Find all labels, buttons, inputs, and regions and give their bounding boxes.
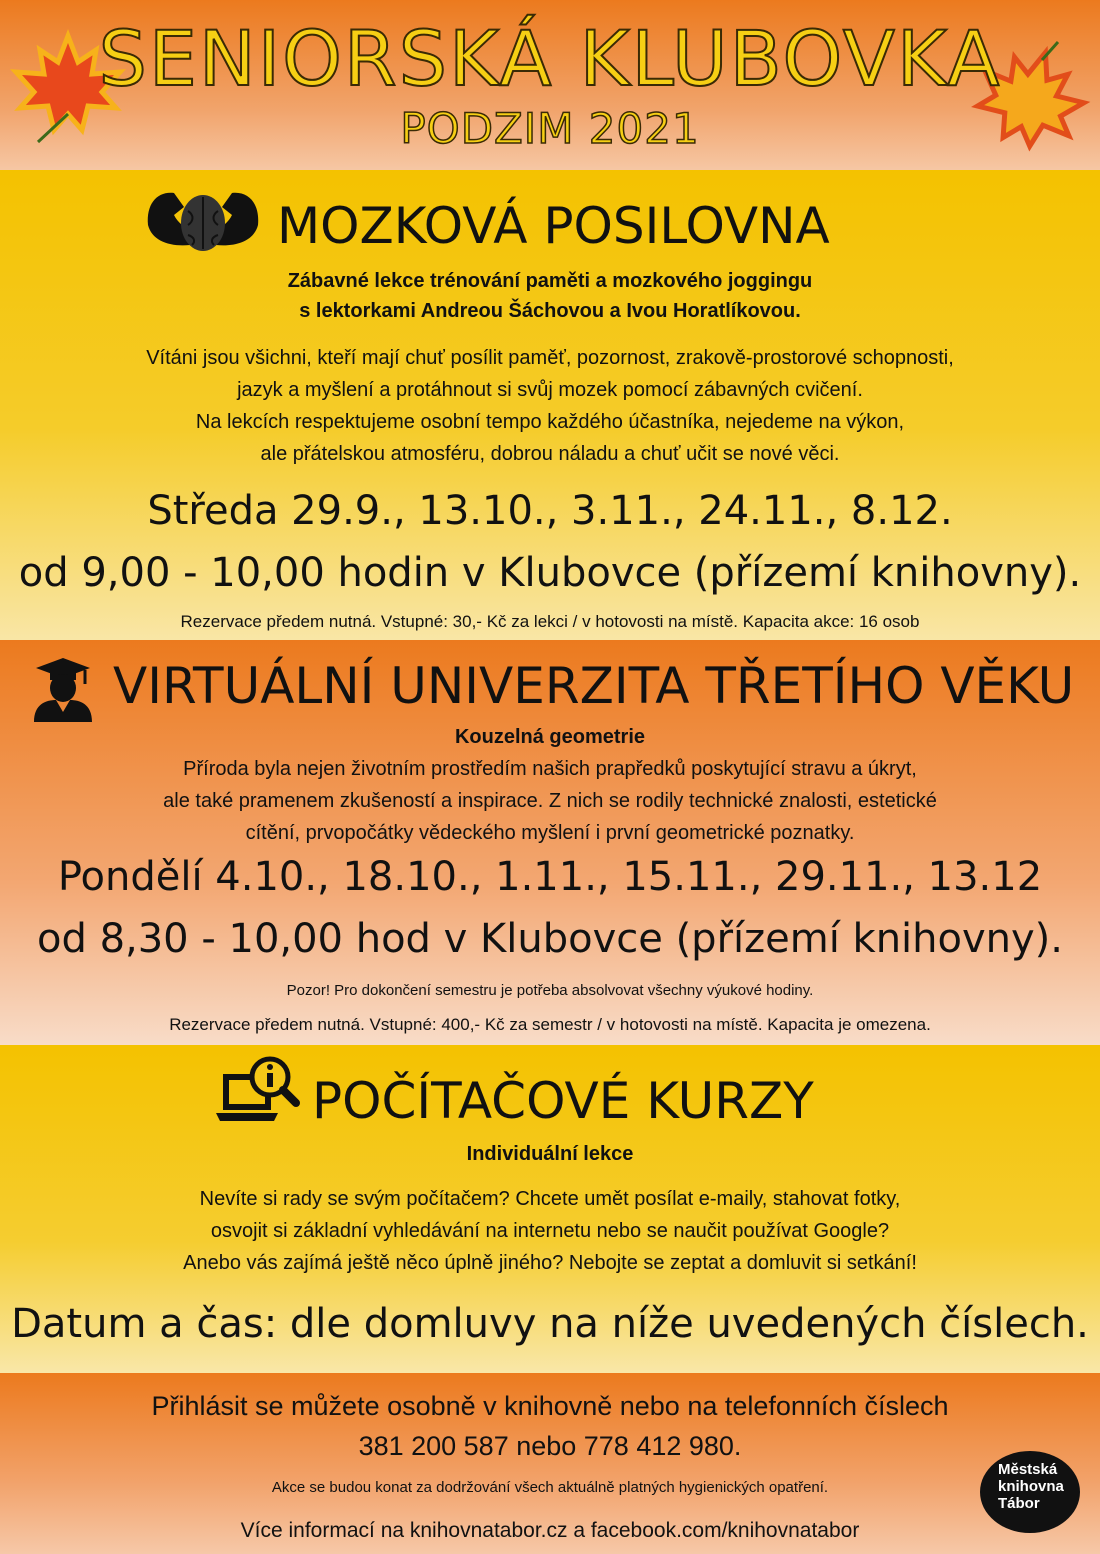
description-line: Příroda byla nejen životním prostředím našich prapředků poskytující stravu a úkryt, (183, 758, 917, 780)
description-line: Anebo vás zajímá ještě něco úplně jiného? Nebojte se zeptat a domluvit si setkání! (183, 1252, 917, 1274)
reservation-note: Rezervace předem nutná. Vstupné: 30,- Kč za lekci / v hotovosti na místě. Kapacita akce: 16 osob (180, 612, 920, 631)
description-line: cítění, prvopočátky vědeckého myšlení i první geometrické poznatky. (245, 822, 855, 844)
section-subtitle: Kouzelná geometrie (454, 726, 646, 748)
intro-line: s lektorkami Andreou Šáchovou a Ivou Horatlíkovou. (299, 300, 801, 322)
event-dates: Středa 29.9., 13.10., 3.11., 24.11., 8.12. (147, 488, 953, 534)
event-dates: Pondělí 4.10., 18.10., 1.11., 15.11., 29.11., 13.12 (57, 854, 1043, 900)
event-time: od 8,30 - 10,00 hod v Klubovce (přízemí knihovny). (36, 916, 1063, 962)
description-line: Nevíte si rady se svým počítačem? Chcete umět posílat e-maily, stahovat fotky, (199, 1188, 901, 1210)
footer-band (0, 1373, 1100, 1554)
phone-numbers: 381 200 587 nebo 778 412 980. (358, 1431, 742, 1461)
signup-text (0, 1386, 1100, 1466)
more-info-links: Více informací na knihovnatabor.cz a facebook.com/knihovnatabor (240, 1519, 860, 1542)
page-title: SENIORSKÁ KLUBOVKA (98, 14, 1002, 103)
reservation-note: Rezervace předem nutná. Vstupné: 400,- Kč za semestr / v hotovosti na místě. Kapacita je omezena. (169, 1015, 931, 1034)
semester-note: Pozor! Pro dokončení semestru je potřeba absolvovat všechny výukové hodiny. (286, 982, 814, 999)
description-line: osvojit si základní vyhledávání na internetu nebo se naučit používat Google? (210, 1220, 890, 1242)
description-line: Na lekcích respektujeme osobní tempo každého účastníka, nejedeme na výkon, (195, 411, 905, 433)
logo-line: knihovna (998, 1478, 1064, 1495)
description-line: Vítáni jsou všichni, kteří mají chuť posílit paměť, pozornost, zrakově-prostorové schopnosti, (146, 347, 954, 369)
section-description (0, 1183, 1100, 1279)
section-brain-gym (0, 170, 1100, 640)
intro-line: Zábavné lekce trénování paměti a mozkového joggingu (287, 270, 813, 292)
event-datetime: Datum a čas: dle domluvy na níže uvedených číslech. (11, 1301, 1089, 1347)
section-title: VIRTUÁLNÍ UNIVERZITA TŘETÍHO VĚKU (113, 657, 1075, 715)
description-line: ale přátelskou atmosféru, dobrou náladu a chuť učit se nové věci. (260, 443, 840, 465)
section-intro (0, 266, 1100, 326)
section-description (0, 342, 1100, 470)
header-band (0, 0, 1100, 170)
signup-line: Přihlásit se můžete osobně v knihovně nebo na telefonních číslech (151, 1391, 949, 1421)
section-subtitle: Individuální lekce (466, 1143, 634, 1165)
page-subtitle: PODZIM 2021 (400, 104, 700, 153)
section-title: MOZKOVÁ POSILOVNA (277, 197, 830, 255)
section-computer-courses (0, 1045, 1100, 1373)
hygiene-note: Akce se budou konat za dodržování všech aktuálně platných hygienických opatření. (271, 1479, 829, 1496)
laptop-info-icon (214, 1055, 300, 1125)
description-line: jazyk a myšlení a protáhnout si svůj mozek pomocí zábavných cvičení. (237, 379, 863, 401)
section-title: POČÍTAČOVÉ KURZY (312, 1072, 814, 1130)
section-description (0, 753, 1100, 849)
logo-line: Tábor (998, 1495, 1040, 1512)
logo-line: Městská (998, 1461, 1058, 1478)
section-virtual-university (0, 640, 1100, 1045)
flexing-brain-icon (144, 185, 262, 255)
graduate-icon (32, 656, 94, 722)
library-logo (980, 1451, 1080, 1533)
description-line: ale také pramenem zkušeností a inspirace. Z nich se rodily technické znalosti, estetické (163, 790, 937, 812)
event-time: od 9,00 - 10,00 hodin v Klubovce (přízemí knihovny). (18, 550, 1082, 596)
